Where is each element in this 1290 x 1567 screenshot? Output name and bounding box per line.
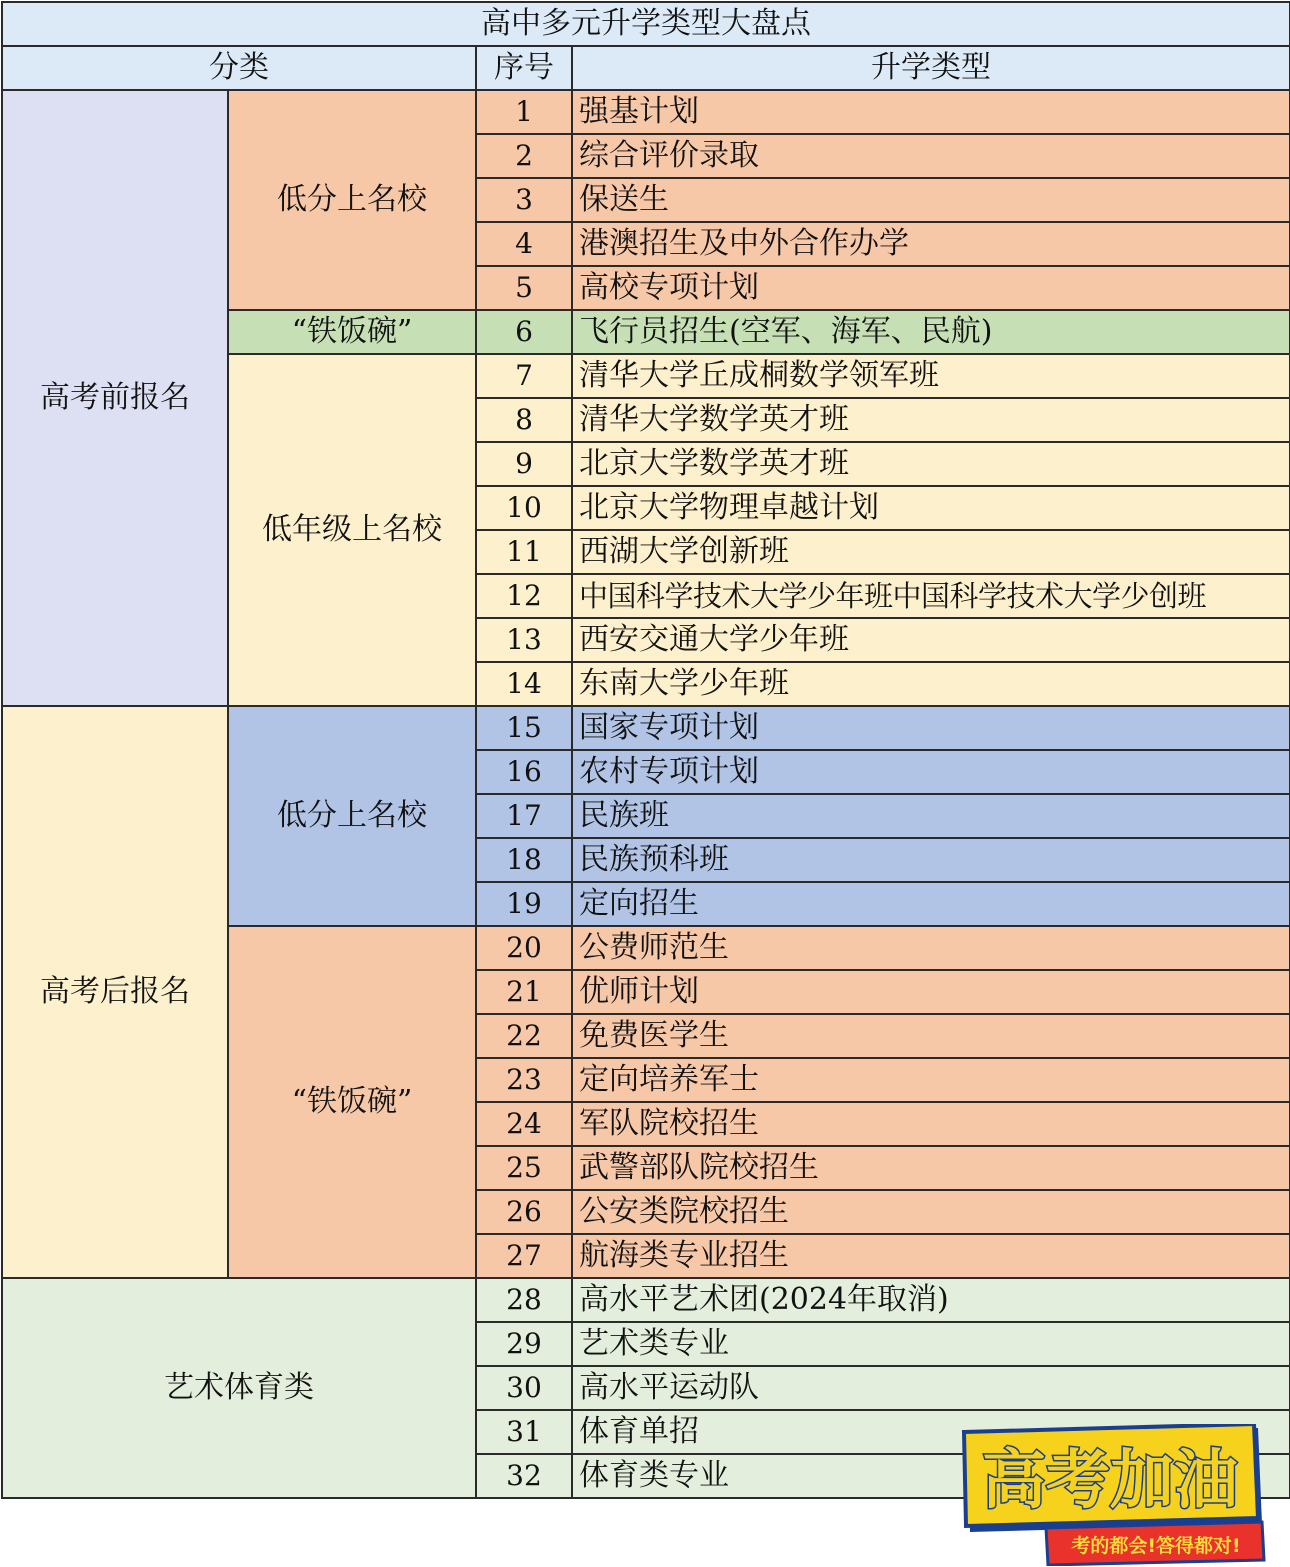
row-number: 6 bbox=[476, 310, 572, 354]
row-number: 17 bbox=[476, 794, 572, 838]
subgroup-post-iron-bowl: “铁饭碗” bbox=[228, 926, 476, 1278]
row-number: 10 bbox=[476, 486, 572, 530]
header-type: 升学类型 bbox=[572, 46, 1290, 90]
subgroup-pre-low-score: 低分上名校 bbox=[228, 90, 476, 310]
row-number: 20 bbox=[476, 926, 572, 970]
header-number: 序号 bbox=[476, 46, 572, 90]
row-type: 飞行员招生(空军、海军、民航) bbox=[572, 310, 1290, 354]
row-type: 国家专项计划 bbox=[572, 706, 1290, 750]
row-type: 北京大学物理卓越计划 bbox=[572, 486, 1290, 530]
row-number: 26 bbox=[476, 1190, 572, 1234]
row-number: 9 bbox=[476, 442, 572, 486]
row-number: 27 bbox=[476, 1234, 572, 1278]
group-art-sports: 艺术体育类 bbox=[2, 1278, 476, 1498]
sticker-main-text: 高考加油 bbox=[982, 1444, 1238, 1518]
row-number: 7 bbox=[476, 354, 572, 398]
row-type: 东南大学少年班 bbox=[572, 662, 1290, 706]
row-number: 5 bbox=[476, 266, 572, 310]
row-number: 3 bbox=[476, 178, 572, 222]
row-number: 30 bbox=[476, 1366, 572, 1410]
row-number: 21 bbox=[476, 970, 572, 1014]
row-type: 公费师范生 bbox=[572, 926, 1290, 970]
row-number: 14 bbox=[476, 662, 572, 706]
row-number: 32 bbox=[476, 1454, 572, 1498]
row-number: 8 bbox=[476, 398, 572, 442]
row-number: 13 bbox=[476, 618, 572, 662]
row-number: 4 bbox=[476, 222, 572, 266]
sticker-sub-text: 考的都会!答得都对! bbox=[1071, 1535, 1241, 1557]
subgroup-pre-iron-bowl: “铁饭碗” bbox=[228, 310, 476, 354]
page-title: 高中多元升学类型大盘点 bbox=[2, 2, 1290, 46]
row-number: 24 bbox=[476, 1102, 572, 1146]
table-body bbox=[2, 2, 1290, 1498]
admission-types-table bbox=[1, 1, 1290, 1499]
header-category: 分类 bbox=[2, 46, 476, 90]
row-number: 2 bbox=[476, 134, 572, 178]
row-type: 定向招生 bbox=[572, 882, 1290, 926]
group-post-exam: 高考后报名 bbox=[2, 706, 228, 1278]
row-number: 19 bbox=[476, 882, 572, 926]
row-number: 1 bbox=[476, 90, 572, 134]
row-type: 民族预科班 bbox=[572, 838, 1290, 882]
row-type: 体育类专业 bbox=[572, 1454, 1290, 1498]
row-type: 军队院校招生 bbox=[572, 1102, 1290, 1146]
row-type: 清华大学数学英才班 bbox=[572, 398, 1290, 442]
row-type: 强基计划 bbox=[572, 90, 1290, 134]
row-type: 农村专项计划 bbox=[572, 750, 1290, 794]
row-type: 北京大学数学英才班 bbox=[572, 442, 1290, 486]
row-type: 航海类专业招生 bbox=[572, 1234, 1290, 1278]
row-type: 艺术类专业 bbox=[572, 1322, 1290, 1366]
row-type: 中国科学技术大学少年班中国科学技术大学少创班 bbox=[572, 574, 1290, 618]
subgroup-pre-low-grade: 低年级上名校 bbox=[228, 354, 476, 706]
row-number: 28 bbox=[476, 1278, 572, 1322]
row-type: 体育单招 bbox=[572, 1410, 1290, 1454]
subgroup-post-low-score: 低分上名校 bbox=[228, 706, 476, 926]
row-type: 优师计划 bbox=[572, 970, 1290, 1014]
row-number: 31 bbox=[476, 1410, 572, 1454]
row-type: 高校专项计划 bbox=[572, 266, 1290, 310]
row-type: 武警部队院校招生 bbox=[572, 1146, 1290, 1190]
row-number: 12 bbox=[476, 574, 572, 618]
row-number: 22 bbox=[476, 1014, 572, 1058]
row-type: 民族班 bbox=[572, 794, 1290, 838]
row-type: 公安类院校招生 bbox=[572, 1190, 1290, 1234]
row-type: 保送生 bbox=[572, 178, 1290, 222]
row-type: 高水平运动队 bbox=[572, 1366, 1290, 1410]
row-type: 清华大学丘成桐数学领军班 bbox=[572, 354, 1290, 398]
row-type: 西湖大学创新班 bbox=[572, 530, 1290, 574]
row-number: 11 bbox=[476, 530, 572, 574]
row-type: 高水平艺术团(2024年取消) bbox=[572, 1278, 1290, 1322]
row-number: 18 bbox=[476, 838, 572, 882]
row-type: 免费医学生 bbox=[572, 1014, 1290, 1058]
row-number: 25 bbox=[476, 1146, 572, 1190]
row-type: 港澳招生及中外合作办学 bbox=[572, 222, 1290, 266]
row-number: 29 bbox=[476, 1322, 572, 1366]
row-type: 西安交通大学少年班 bbox=[572, 618, 1290, 662]
row-number: 23 bbox=[476, 1058, 572, 1102]
row-number: 16 bbox=[476, 750, 572, 794]
row-type: 综合评价录取 bbox=[572, 134, 1290, 178]
row-type: 定向培养军士 bbox=[572, 1058, 1290, 1102]
row-number: 15 bbox=[476, 706, 572, 750]
group-pre-exam: 高考前报名 bbox=[2, 90, 228, 706]
gaokao-cheer-sticker bbox=[962, 1424, 1267, 1566]
